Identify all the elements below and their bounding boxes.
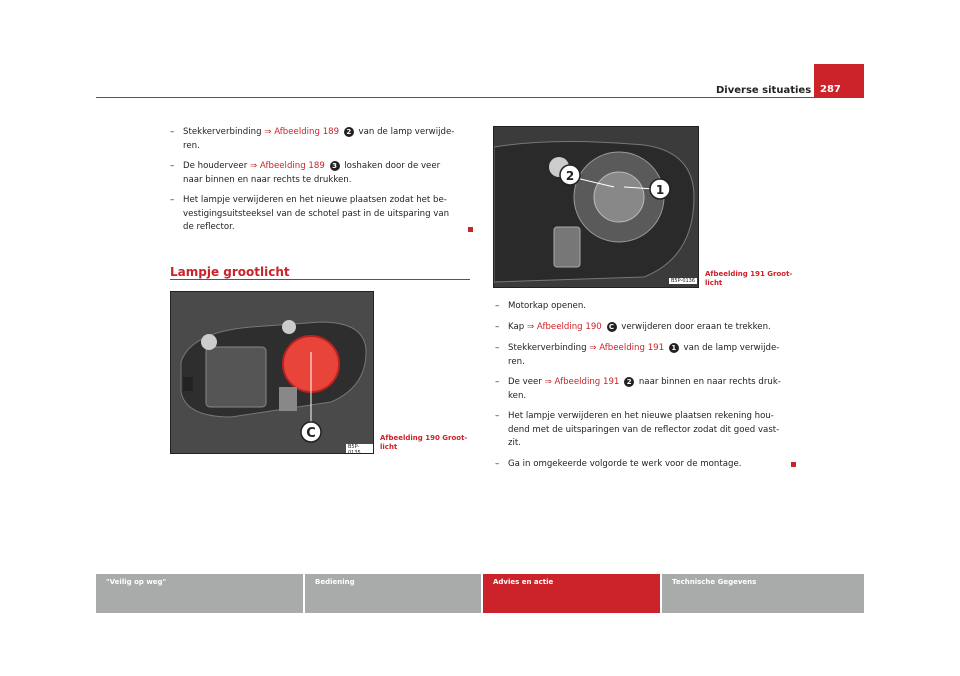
footer-tab-advies[interactable]: Advies en actie: [483, 574, 660, 613]
figure-ref-link[interactable]: ⇒ Afbeelding 190: [526, 322, 602, 332]
section-end-marker: [468, 227, 473, 232]
figure-190-code: B5P-0135: [346, 444, 373, 454]
footer-tab-technisch[interactable]: Technische Gegevens: [662, 574, 864, 613]
left-step-3: – Het lampje verwijderen en het nieuwe plaatsen zodat het be- vestigingsuitsteeksel van de schotel past in de uitsparing van de reflector.: [170, 195, 450, 232]
section-end-marker: [791, 462, 796, 467]
left-step-2: – De houderveer ⇒ Afbeelding 189 3 loshaken door de veer naar binnen en naar rechts te drukken.: [170, 161, 441, 185]
section-rule: [170, 279, 470, 280]
callout-badge: 1: [669, 343, 679, 353]
figure-ref-link[interactable]: ⇒ Afbeelding 191: [589, 343, 665, 353]
figure-ref-link[interactable]: ⇒ Afbeelding 189: [264, 127, 340, 137]
callout-badge: 2: [624, 377, 634, 387]
figure-191-label-1: 1: [655, 183, 665, 197]
right-step-5: – Het lampje verwijderen en het nieuwe plaatsen rekening hou- dend met de uitsparingen van de reflector zodat dit goed vast- zit.: [495, 411, 780, 448]
figure-190-caption: Afbeelding 190 Groot- licht: [380, 434, 468, 451]
page-number: 287: [820, 84, 841, 95]
figure-ref-link[interactable]: ⇒ Afbeelding 191: [544, 377, 620, 387]
callout-badge: 2: [344, 127, 354, 137]
callout-badge: 3: [330, 161, 340, 171]
figure-ref-link[interactable]: ⇒ Afbeelding 189: [250, 161, 325, 171]
page-header-title: Diverse situaties: [716, 85, 812, 96]
figure-191-image: [493, 126, 699, 288]
section-title: Lampje grootlicht: [170, 265, 290, 279]
right-step-3: – Stekkerverbinding ⇒ Afbeelding 191 1 van de lamp verwijde- ren.: [495, 343, 780, 367]
figure-190-label-c: C: [306, 426, 316, 441]
figure-190-image: [170, 291, 374, 454]
right-step-6: – Ga in omgekeerde volgorde te werk voor de montage.: [495, 459, 742, 469]
right-step-2: – Kap ⇒ Afbeelding 190 C verwijderen door eraan te trekken.: [495, 322, 771, 332]
header-rule: [96, 97, 864, 98]
callout-badge: C: [607, 322, 617, 332]
right-step-4: – De veer ⇒ Afbeelding 191 2 naar binnen en naar rechts druk- ken.: [495, 377, 781, 401]
left-step-1: – Stekkerverbinding ⇒ Afbeelding 189 2 van de lamp verwijde- ren.: [170, 127, 455, 151]
figure-191-code: B5P-0136: [671, 278, 696, 284]
footer-tab-bediening[interactable]: Bediening: [305, 574, 481, 613]
figure-191-caption: Afbeelding 191 Groot- licht: [705, 270, 793, 287]
figure-191-label-2: 2: [565, 169, 575, 183]
right-step-1: – Motorkap openen.: [495, 301, 587, 311]
footer-tab-veilig[interactable]: "Veilig op weg": [96, 574, 303, 613]
